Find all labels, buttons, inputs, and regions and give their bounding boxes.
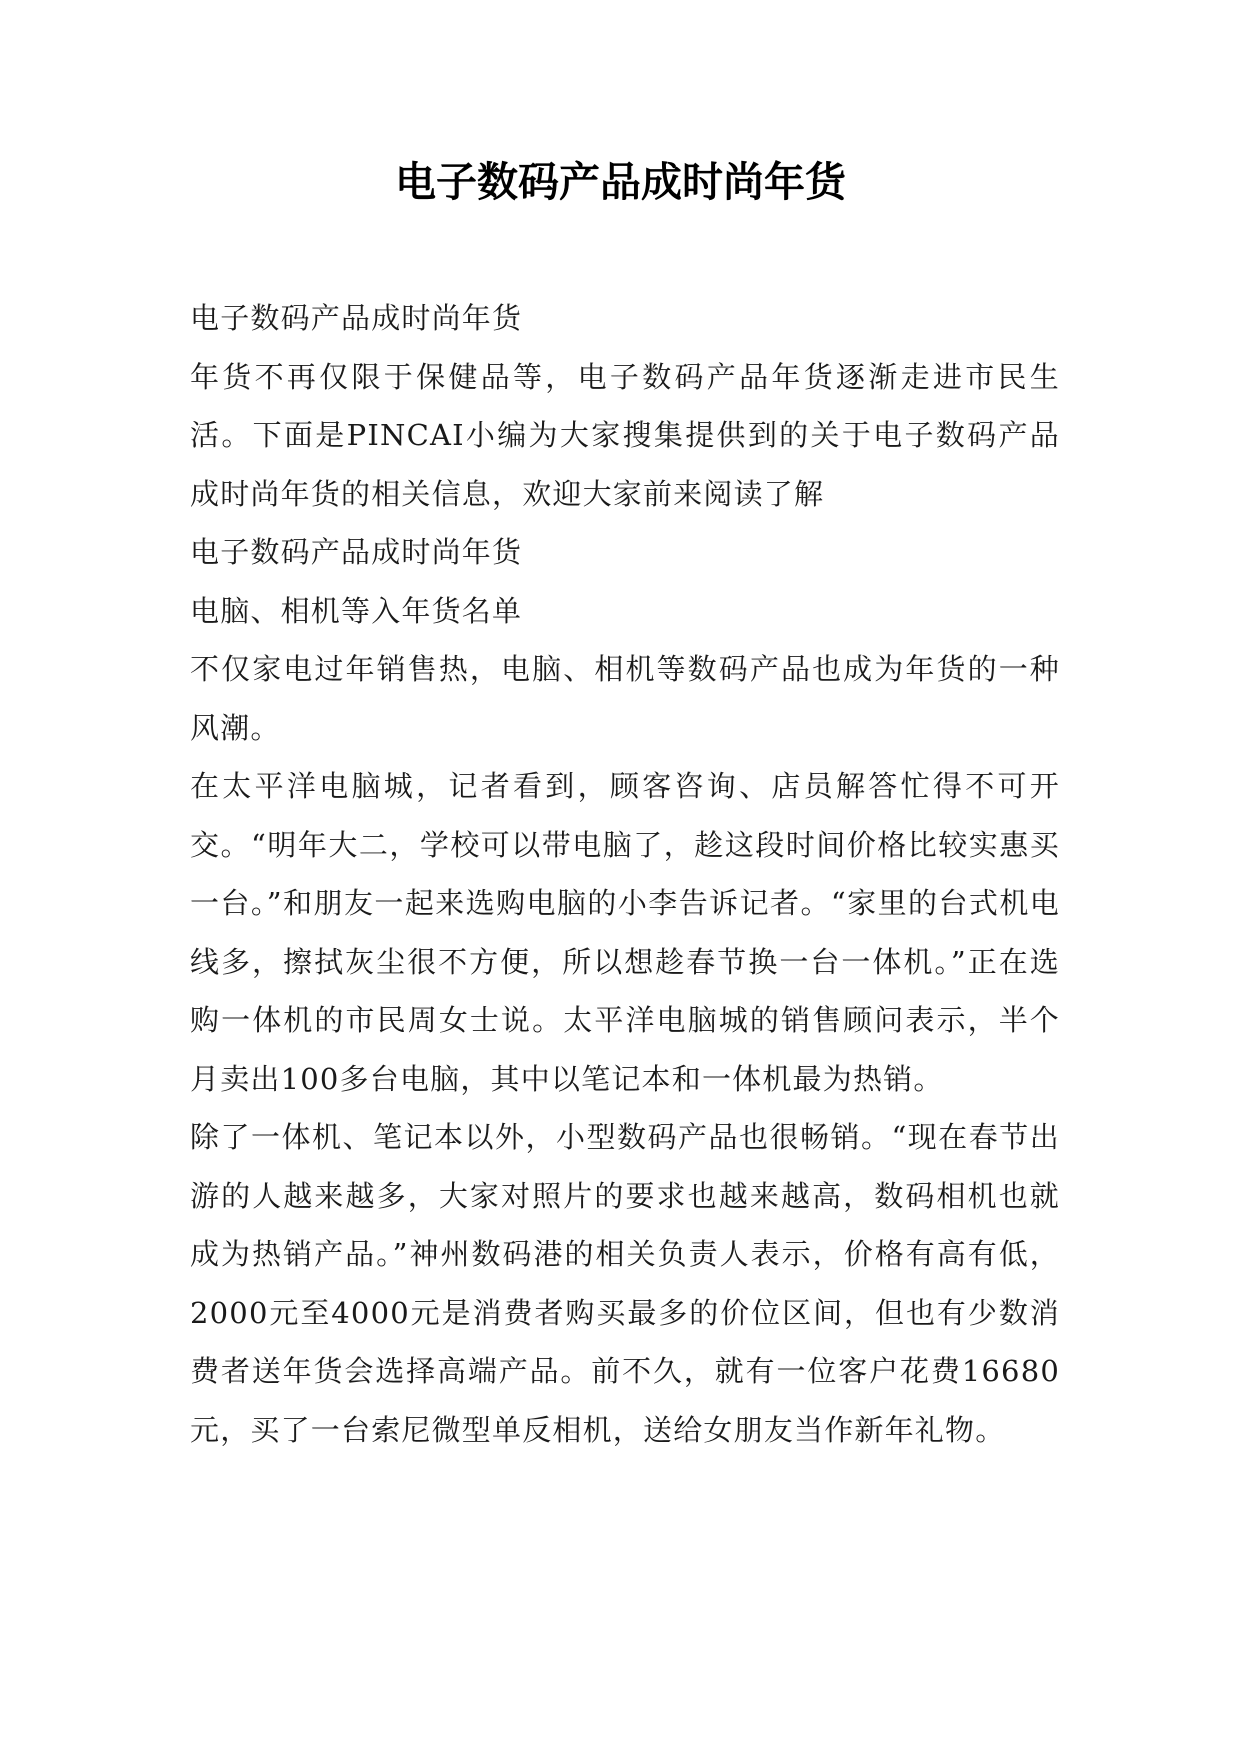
document-body	[190, 289, 1060, 1459]
paragraph-digital-products: 除了一体机、笔记本以外，小型数码产品也很畅销。“现在春节出游的人越来越多，大家对照片的要求也越来越高，数码相机也就成为热销产品。”神州数码港的相关负责人表示，价格有高有低，2000元至4000元是消费者购买最多的价位区间，但也有少数消费者送年货会选择高端产品。前不久，就有一位客户花费16680元，买了一台索尼微型单反相机，送给女朋友当作新年礼物。	[190, 1120, 1060, 1447]
paragraph-heading: 电子数码产品成时尚年货	[190, 535, 523, 569]
paragraph-computer-city: 在太平洋电脑城，记者看到，顾客咨询、店员解答忙得不可开交。“明年大二，学校可以带电脑了，趁这段时间价格比较实惠买一台。”和朋友一起来选购电脑的小李告诉记者。“家里的台式机电线多，擦拭灰尘很不方便，所以想趁春节换一台一体机。”正在选购一体机的市民周女士说。太平洋电脑城的销售顾问表示，半个月卖出100多台电脑，其中以笔记本和一体机最为热销。	[190, 769, 1060, 1096]
document-title: 电子数码产品成时尚年货	[395, 158, 846, 206]
paragraph-trend: 不仅家电过年销售热，电脑、相机等数码产品也成为年货的一种风潮。	[190, 652, 1060, 745]
paragraph-intro: 年货不再仅限于保健品等，电子数码产品年货逐渐走进市民生活。下面是PINCAI小编为大家搜集提供到的关于电子数码产品成时尚年货的相关信息，欢迎大家前来阅读了解	[190, 359, 1060, 511]
paragraph-section-heading: 电脑、相机等入年货名单	[190, 593, 523, 628]
paragraph-subtitle: 电子数码产品成时尚年货	[190, 301, 523, 335]
